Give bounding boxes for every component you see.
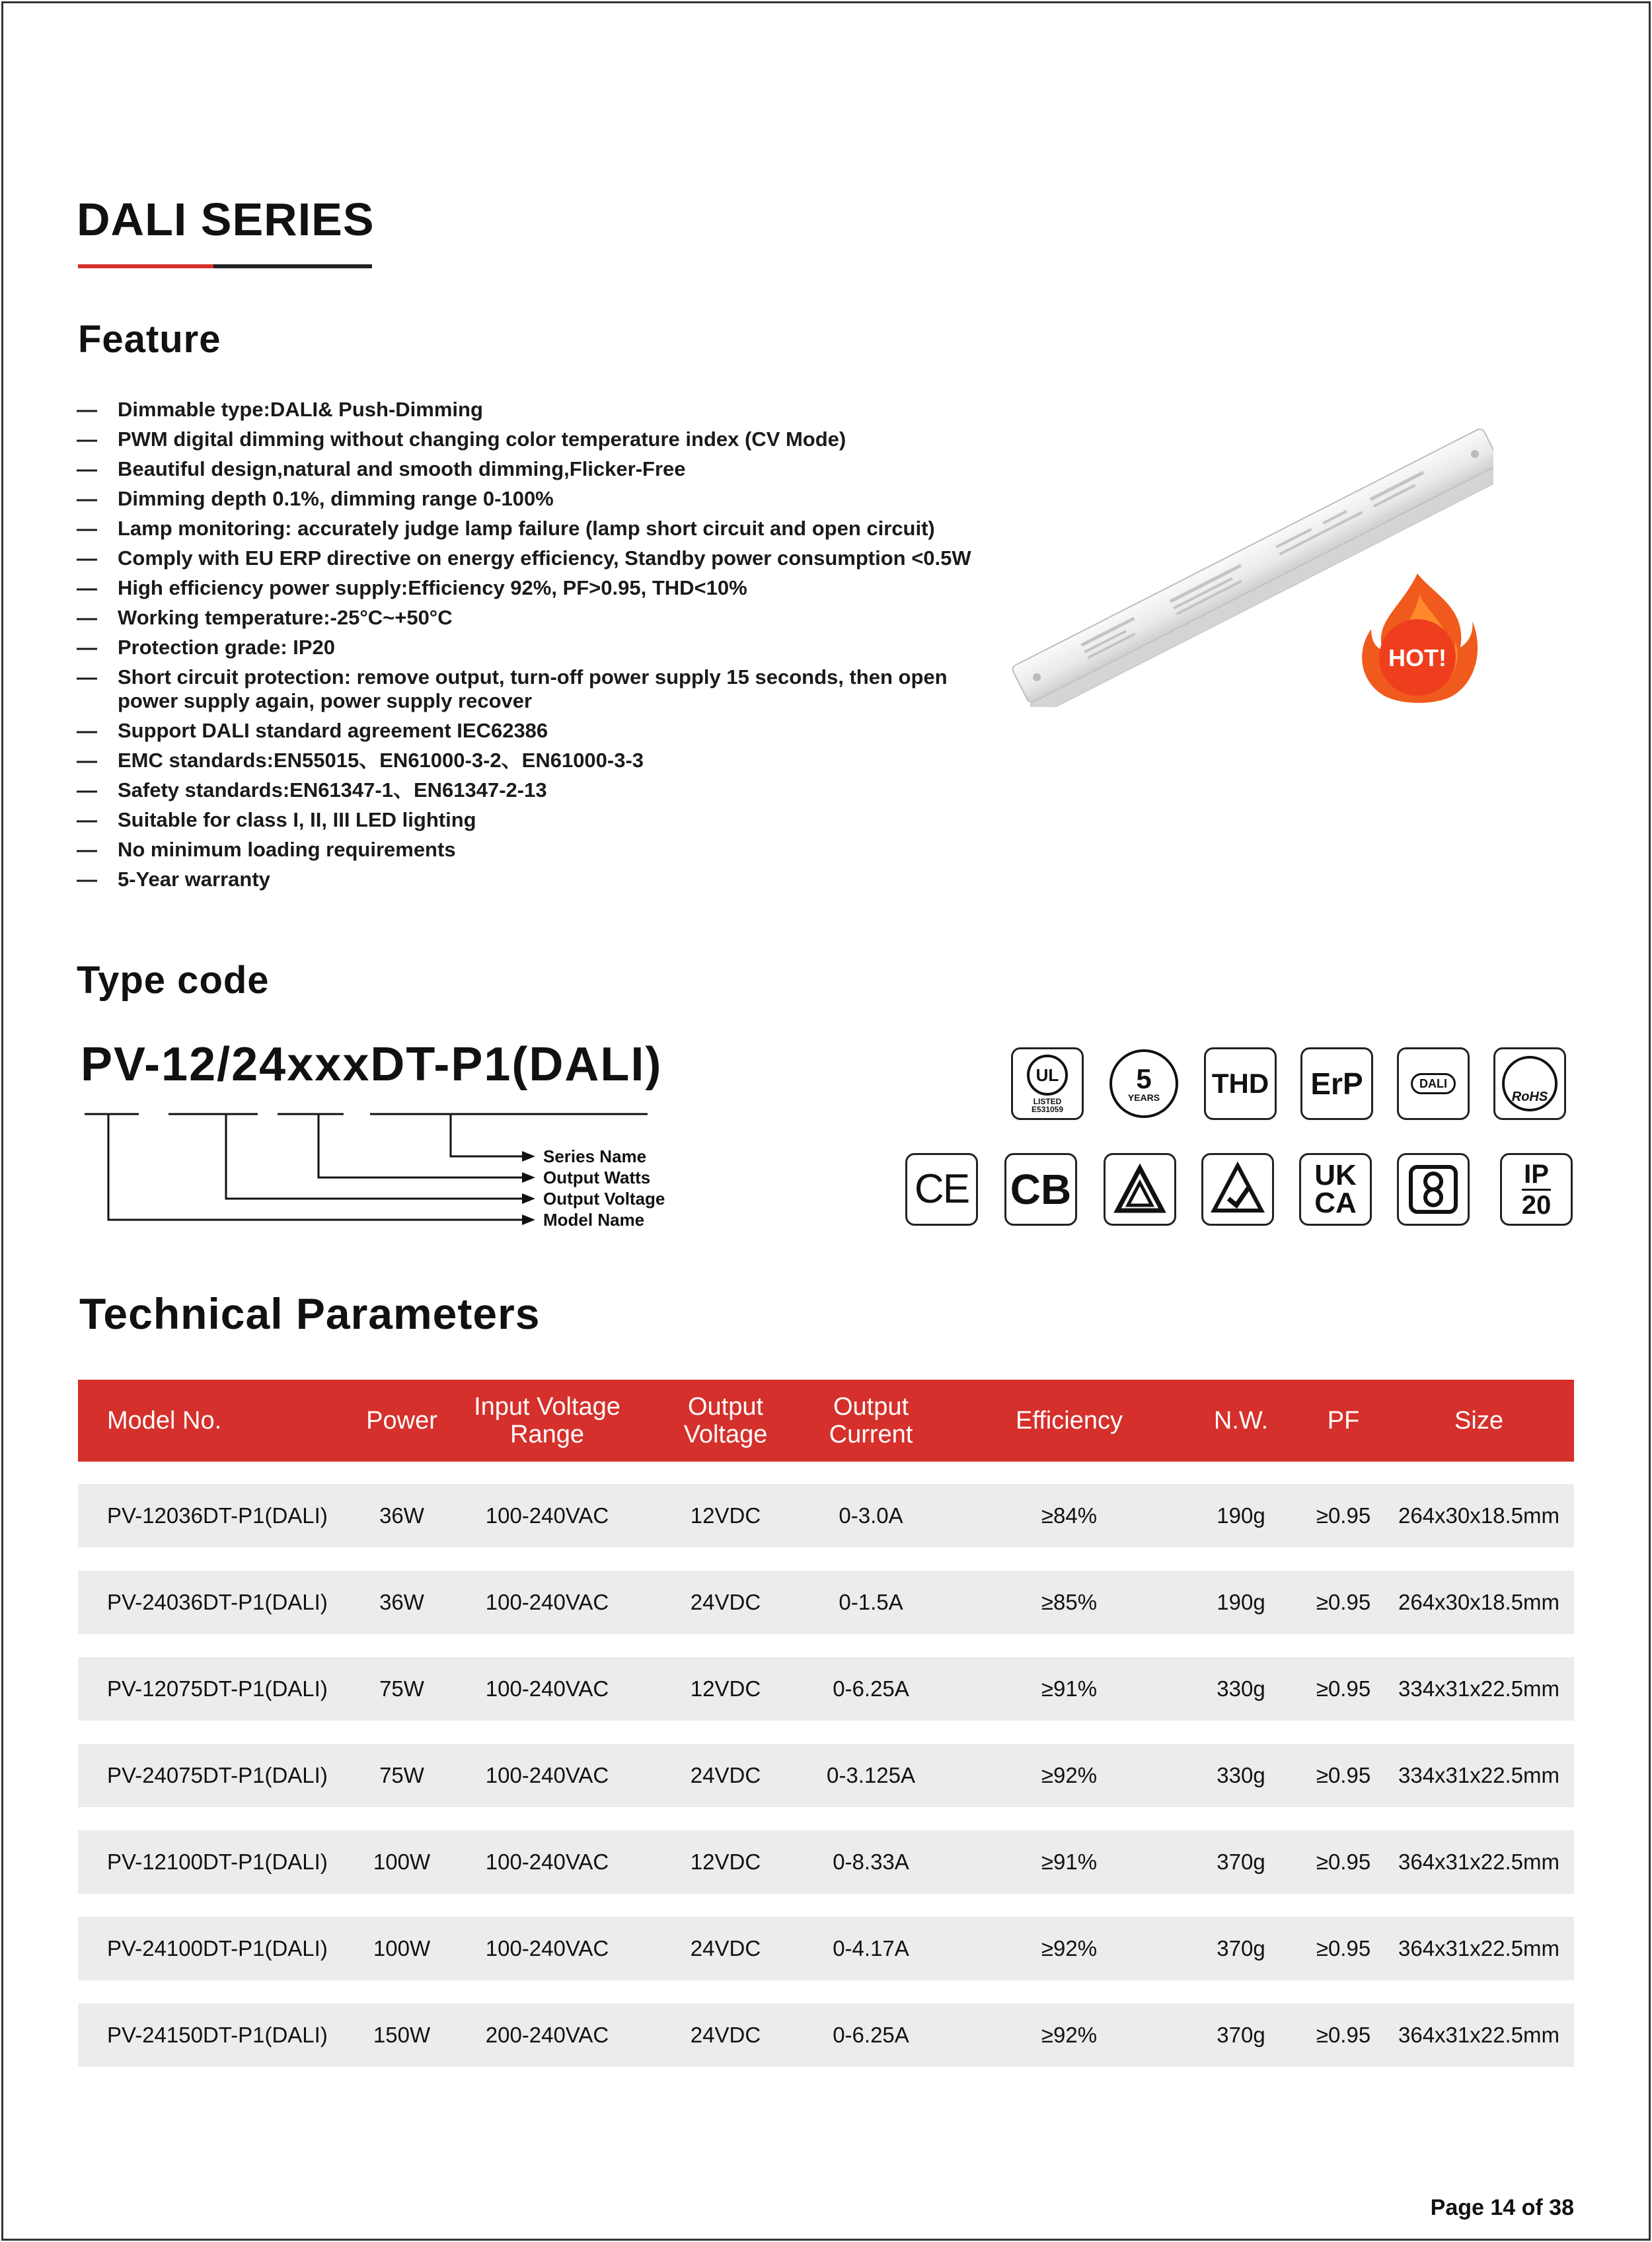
col-input-voltage: Input Voltage Range [474, 1393, 620, 1448]
ukca-top: UK [1314, 1159, 1357, 1191]
table-cell: 100-240VAC [485, 1763, 609, 1787]
feature-item: — Beautiful design,natural and smooth dimming,Flicker-Free [77, 457, 975, 481]
table-cell: ≥85% [1041, 1590, 1098, 1614]
col-output-current: Output Current [829, 1393, 913, 1448]
table-row [78, 1917, 1574, 1980]
table-cell: 24VDC [690, 2023, 761, 2047]
erp-label: ErP [1310, 1066, 1363, 1101]
type-code-diagram [79, 1097, 714, 1242]
saa-triangle-icon [1104, 1153, 1176, 1226]
table-cell: 334x31x22.5mm [1398, 1676, 1559, 1701]
type-code-heading: Type code [77, 959, 270, 1002]
table-cell: 0-8.33A [833, 1850, 909, 1874]
ul-line2: E531059 [1031, 1104, 1064, 1114]
table-cell: PV-24100DT-P1(DALI) [107, 1936, 328, 1961]
table-cell: 100W [373, 1936, 431, 1961]
ce-icon [905, 1153, 978, 1226]
table-cell: ≥92% [1041, 2023, 1098, 2047]
table-cell: ≥0.95 [1316, 2023, 1371, 2047]
feature-item: — No minimum loading requirements [77, 838, 975, 862]
type-label-series-name: Series Name [543, 1146, 647, 1166]
feature-item: — Support DALI standard agreement IEC62386 [77, 719, 975, 743]
col-power: Power [366, 1407, 437, 1435]
table-cell: 370g [1217, 1850, 1265, 1874]
table-cell: 36W [379, 1590, 424, 1614]
table-cell: 100-240VAC [485, 1676, 609, 1701]
table-cell: PV-24075DT-P1(DALI) [107, 1763, 328, 1787]
table-cell: 0-6.25A [833, 1676, 909, 1701]
table-cell: ≥0.95 [1316, 1503, 1371, 1528]
ul-line1: LISTED [1033, 1096, 1062, 1106]
table-cell: ≥91% [1041, 1850, 1098, 1874]
table-row [78, 1744, 1574, 1807]
table-cell: 264x30x18.5mm [1398, 1503, 1559, 1528]
table-row [78, 1484, 1574, 1548]
table-cell: ≥91% [1041, 1676, 1098, 1701]
rohs-icon [1493, 1047, 1566, 1120]
col-model-no: Model No. [107, 1407, 222, 1435]
table-cell: 100W [373, 1850, 431, 1874]
table-cell: 0-4.17A [833, 1936, 909, 1961]
table-row [78, 1657, 1574, 1721]
ukca-icon [1299, 1153, 1372, 1226]
feature-item: — Lamp monitoring: accurately judge lamp failure (lamp short circuit and open circuit) [77, 517, 975, 541]
table-cell: 0-3.0A [839, 1503, 903, 1528]
feature-item: — High efficiency power supply:Efficiency 92%, PF>0.95, THD<10% [77, 576, 975, 600]
table-cell: 24VDC [690, 1936, 761, 1961]
table-row [78, 1830, 1574, 1894]
table-cell: 100-240VAC [485, 1590, 609, 1614]
thd-icon [1204, 1047, 1277, 1120]
table-cell: 12VDC [690, 1850, 761, 1874]
table-cell: 370g [1217, 2023, 1265, 2047]
table-cell: 200-240VAC [485, 2023, 609, 2047]
feature-item: — Short circuit protection: remove output, turn-off power supply 15 seconds, then open power supply again, power supply recover [77, 665, 975, 713]
table-cell: 100-240VAC [485, 1503, 609, 1528]
type-label-model-name: Model Name [543, 1210, 645, 1230]
hot-badge-label: HOT! [1388, 644, 1446, 671]
table-cell: 100-240VAC [485, 1936, 609, 1961]
table-cell: 0-3.125A [827, 1763, 915, 1787]
feature-heading: Feature [78, 318, 221, 361]
title-underline [213, 264, 372, 268]
feature-item: — 5-Year warranty [77, 868, 975, 891]
feature-item: — Working temperature:-25°C~+50°C [77, 606, 975, 630]
table-cell: ≥0.95 [1316, 1590, 1371, 1614]
five-year-warranty-icon [1108, 1047, 1180, 1120]
type-code: PV-12/24xxxDT-P1(DALI) [81, 1038, 663, 1091]
page-number: Page 14 of 38 [1430, 2195, 1574, 2220]
table-cell: 100-240VAC [485, 1850, 609, 1874]
ul-listed-icon: UL LISTED E531059 [1011, 1047, 1084, 1120]
feature-item: — EMC standards:EN55015、EN61000-3-2、EN61000-3-3 [77, 749, 975, 772]
table-cell: 24VDC [690, 1590, 761, 1614]
feature-item: — Dimmable type:DALI& Push-Dimming [77, 398, 975, 422]
type-label-output-voltage: Output Voltage [543, 1189, 665, 1209]
table-row [78, 1571, 1574, 1634]
feature-item: — PWM digital dimming without changing color temperature index (CV Mode) [77, 428, 975, 451]
table-cell: ≥0.95 [1316, 1936, 1371, 1961]
rcm-icon [1201, 1153, 1274, 1226]
table-cell: 190g [1217, 1590, 1265, 1614]
table-cell: 150W [373, 2023, 431, 2047]
table-cell: 0-6.25A [833, 2023, 909, 2047]
table-cell: ≥0.95 [1316, 1850, 1371, 1874]
table-cell: 190g [1217, 1503, 1265, 1528]
table-cell: 330g [1217, 1763, 1265, 1787]
hot-flame-icon [1355, 568, 1480, 707]
col-nw: N.W. [1213, 1407, 1269, 1435]
table-cell: 364x31x22.5mm [1398, 1936, 1559, 1961]
table-cell: PV-12036DT-P1(DALI) [107, 1503, 328, 1528]
technical-heading: Technical Parameters [79, 1289, 541, 1338]
table-cell: 370g [1217, 1936, 1265, 1961]
feature-item: — Suitable for class I, II, III LED lighting [77, 808, 975, 832]
table-cell: 334x31x22.5mm [1398, 1763, 1559, 1787]
table-row [78, 2003, 1574, 2067]
table-cell: 12VDC [690, 1503, 761, 1528]
table-cell: ≥92% [1041, 1763, 1098, 1787]
cb-icon [1004, 1153, 1077, 1226]
thd-label: THD [1211, 1068, 1269, 1099]
table-cell: ≥84% [1041, 1503, 1098, 1528]
table-cell: PV-24150DT-P1(DALI) [107, 2023, 328, 2047]
ip-top: IP [1522, 1160, 1552, 1191]
table-cell: 75W [379, 1676, 424, 1701]
feature-item: — Comply with EU ERP directive on energy efficiency, Standby power consumption <0.5W [77, 546, 975, 570]
ce-label: CE [914, 1166, 969, 1212]
feature-item: — Protection grade: IP20 [77, 636, 975, 659]
table-cell: 75W [379, 1763, 424, 1787]
ukca-bottom: CA [1314, 1187, 1357, 1219]
table-cell: ≥0.95 [1316, 1676, 1371, 1701]
ip-bottom: 20 [1521, 1190, 1552, 1220]
table-cell: 330g [1217, 1676, 1265, 1701]
table-cell: 364x31x22.5mm [1398, 1850, 1559, 1874]
type-label-output-watts: Output Watts [543, 1168, 651, 1187]
table-cell: 0-1.5A [839, 1590, 903, 1614]
table-cell: PV-24036DT-P1(DALI) [107, 1590, 328, 1614]
dali-icon [1397, 1047, 1470, 1120]
rohs-label: RoHS [1502, 1056, 1558, 1111]
table-cell: PV-12075DT-P1(DALI) [107, 1676, 328, 1701]
feature-item: — Dimming depth 0.1%, dimming range 0-100% [77, 487, 975, 511]
table-cell: ≥92% [1041, 1936, 1098, 1961]
table-cell: 264x30x18.5mm [1398, 1590, 1559, 1614]
col-pf: PF [1327, 1407, 1360, 1435]
dali-label: DALI [1411, 1073, 1456, 1094]
table-cell: 36W [379, 1503, 424, 1528]
col-efficiency: Efficiency [1016, 1407, 1123, 1435]
certification-logos [899, 1047, 1586, 1239]
cb-label: CB [1010, 1166, 1072, 1213]
col-output-voltage: Output Voltage [683, 1393, 768, 1448]
erp-icon [1300, 1047, 1373, 1120]
table-cell: 24VDC [690, 1763, 761, 1787]
table-cell: PV-12100DT-P1(DALI) [107, 1850, 328, 1874]
warranty-number: 5 [1136, 1063, 1152, 1094]
page-title: DALI SERIES [77, 194, 375, 245]
table-cell: 12VDC [690, 1676, 761, 1701]
title-underline-accent [78, 264, 213, 268]
warranty-text: YEARS [1127, 1092, 1160, 1103]
table-header [78, 1380, 1574, 1462]
table-cell: 364x31x22.5mm [1398, 2023, 1559, 2047]
ip20-icon [1500, 1153, 1573, 1226]
feature-list [77, 398, 975, 897]
safety-transformer-icon [1397, 1153, 1470, 1226]
feature-item: — Safety standards:EN61347-1、EN61347-2-13 [77, 778, 975, 802]
col-size: Size [1454, 1407, 1503, 1435]
table-cell: ≥0.95 [1316, 1763, 1371, 1787]
